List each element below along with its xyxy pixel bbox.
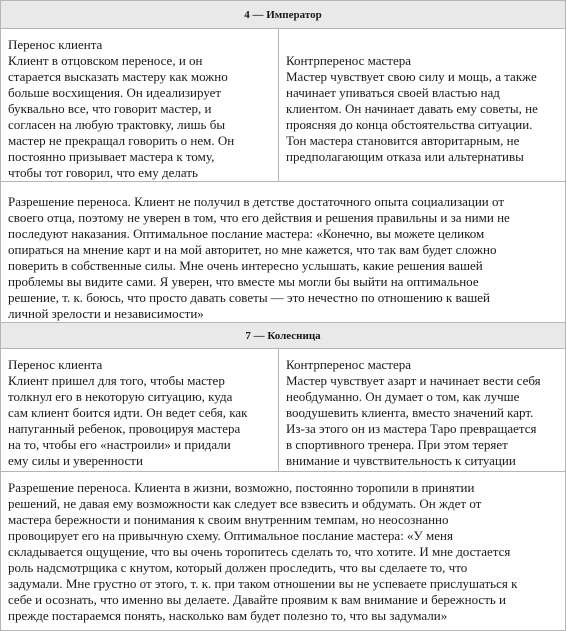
master-line: Мастер чувствует азарт и начинает вести себя: [286, 373, 541, 388]
client-line: больше восхищения. Он идеализирует: [8, 85, 222, 100]
resolution-cell: [1, 472, 566, 631]
resolution-line: роль надсмотрщика с кнутом, который должен проследить, что вы сделаете то, что: [8, 560, 468, 575]
resolution-line: задумали. Мне грустно от этого, т. к. при таком отношении вы не успеваете прислушаться к: [8, 576, 518, 591]
master-line: предполагающим отказа или альтернативы: [286, 149, 524, 164]
section-header: [1, 323, 566, 349]
resolution-line: опираться на мнение карт и на мой авторитет, но мне кажется, что так вам будет сложно: [8, 242, 497, 257]
client-line: согласен на любую трактовку, лишь бы: [8, 117, 226, 132]
resolution-cell: [1, 182, 566, 331]
client-line: постоянно призывает мастера к тому,: [8, 149, 215, 164]
master-line: Тон мастера становится авторитарным, не: [286, 133, 520, 148]
resolution-line: поверить в собственные силы. Мне очень интересно услышать, какие решения вашей: [8, 258, 483, 273]
resolution-line: себе и осознать, что именно вы делаете. Давайте проявим к вам внимание и бережность и: [8, 592, 507, 607]
master-countertransference-title: Контрперенос мастера: [286, 357, 412, 372]
master-line: Мастер чувствует свою силу и мощь, а также: [286, 69, 537, 84]
resolution-line: проблемы вы видите сами. Я уверен, что вместе мы могли бы выйти на оптимальное: [8, 274, 479, 289]
client-line: напуганный ребенок, провоцируя мастера: [8, 421, 241, 436]
client-transference-cell: [1, 29, 279, 182]
client-line: мастер не прекращал говорить о нем. Он: [8, 133, 235, 148]
master-line: воодушевить клиента, вместо значений карт.: [286, 405, 534, 420]
client-line: толкнул его в некоторую ситуацию, куда: [8, 389, 233, 404]
section-header-title: 7 — Колесница: [245, 330, 321, 342]
master-line: клиентом. Он начинает давать ему советы, не: [286, 101, 538, 116]
client-line: Клиент в отцовском переносе, и он: [8, 53, 203, 68]
resolution-line: провоцирует его на привычную схему. Оптимальное послание мастера: «У меня: [8, 528, 453, 543]
master-line: необдуманно. Он думает о том, как лучше: [286, 389, 520, 404]
client-transference-title: Перенос клиента: [8, 37, 103, 52]
resolution-line: своего отца, поэтому не уверен в том, что его действия и решения правильны и за ними не: [8, 210, 510, 225]
client-transference-title: Перенос клиента: [8, 357, 103, 372]
resolution-line: мастера бережности и понимания к своим внутренним темпам, но неосознанно: [8, 512, 449, 527]
client-line: Клиент пришел для того, чтобы мастер: [8, 373, 225, 388]
resolution-line: последуют наказания. Оптимальное послание мастера: «Конечно, вы можете целиком: [8, 226, 485, 241]
client-line: на то, чтобы его «настроили» и придали: [8, 437, 231, 452]
master-line: начинает упиваться своей властью над: [286, 85, 500, 100]
master-line: проясняя до конца обстоятельства ситуации.: [286, 117, 533, 132]
resolution-line: Разрешение переноса. Клиент не получил в детстве достаточного опыта социализации от: [8, 194, 505, 209]
resolution-line: решений, не давая ему возможности как следует все взвесить и обдумать. Он ждет от: [8, 496, 482, 511]
master-countertransference-cell: [279, 29, 566, 182]
client-line: старается высказать мастеру как можно: [8, 69, 228, 84]
resolution-line: личной зрелости и независимости»: [8, 306, 204, 321]
section-header-title: 4 — Император: [244, 9, 322, 21]
section-chariot: [0, 322, 566, 631]
master-countertransference-cell: [279, 349, 566, 472]
resolution-line: Разрешение переноса. Клиента в жизни, возможно, постоянно торопили в принятии: [8, 480, 475, 495]
resolution-line: складывается ощущение, что вы очень торопитесь сделать то, что хотите. И мне достается: [8, 544, 511, 559]
client-transference-cell: [1, 349, 279, 472]
client-line: чтобы тот говорил, что ему делать: [8, 165, 198, 180]
client-line: буквально все, что говорит мастер, и: [8, 101, 212, 116]
client-line: сам клиент боится идти. Он ведет себя, как: [8, 405, 248, 420]
master-line: внимание и чувствительность к ситуации: [286, 453, 516, 468]
master-line: Из-за этого он из мастера Таро превращается: [286, 421, 537, 436]
master-line: в спортивного тренера. При этом теряет: [286, 437, 508, 452]
master-countertransference-title: Контрперенос мастера: [286, 53, 412, 68]
client-line: ему силы и уверенности: [8, 453, 143, 468]
resolution-line: прежде постараемся понять, насколько вам будет полезно то, что вы задумали»: [8, 608, 448, 623]
resolution-line: решение, т. к. боюсь, что просто давать советы — это нечестно по отношению к вашей: [8, 290, 490, 305]
section-header: [1, 1, 566, 29]
